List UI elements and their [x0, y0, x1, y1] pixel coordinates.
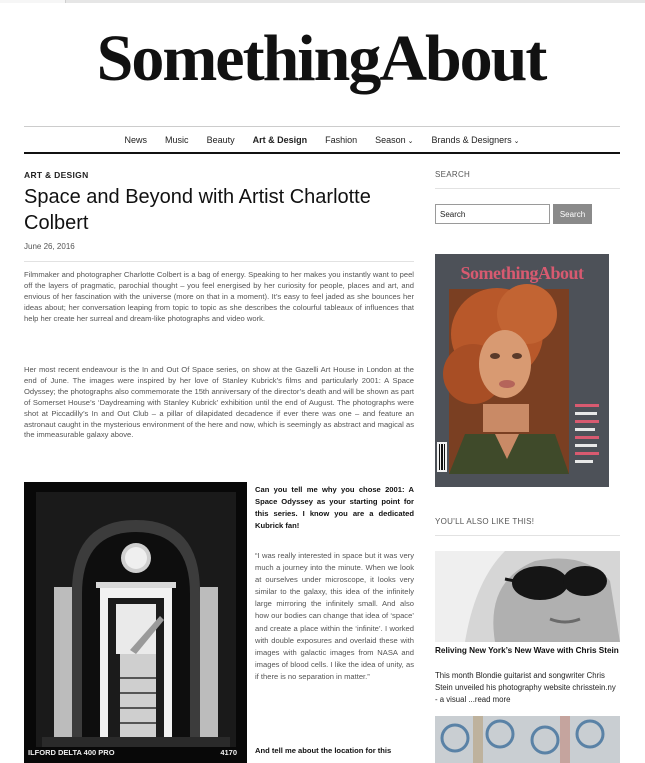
frame-number: 4170 — [220, 748, 237, 757]
article-title: Space and Beyond with Artist Charlotte Colbert — [24, 186, 371, 234]
nav-item-season-label: Season — [375, 134, 406, 145]
search-heading: SEARCH — [435, 170, 471, 179]
interview-answer: “I was really interested in space but it was very much a journey into the minute. When we look at ourselves under microscope, it looks very similar to the galaxy, this idea of the infinitely large mirroring the infinitely small. And also how our bodies can change that idea of ‘space’ and create a place within the ‘infinite’. I worked with double exposures and overlaid these with images with galactic images from NASA and images of blood cells. I like the idea of unity, as if there is no separation in matter.” — [255, 551, 414, 681]
article-paragraph: Filmmaker and photographer Charlotte Colbert is a bag of energy. Speaking to her makes you instantly want to peel off the layers of pragmatic, parochial thought – you feel energised by her curiosity for people, places and art, and envious of her fascination with the universe (more on that in a moment). It’s easy to feel jaded as she bounces her ideas about; her conversation leaping from topic to topic as she describes the colourful tableaux of influences that help her create her surreal and dream-like photographs and video work. — [24, 270, 414, 323]
main-nav — [24, 127, 620, 152]
nav-item-season[interactable] — [375, 135, 413, 145]
also-like-divider — [435, 535, 620, 536]
article-date: June 26, 2016 — [24, 242, 75, 251]
browser-tab-strip — [0, 0, 645, 3]
article-paragraph: Her most recent endeavour is the In and Out Of Space series, on show at the Gazelli Art House in London at the end of June. The images were inspired by her love of Stanley Kubrick’s films and particularly 2001: A Space Odyssey; the photographs also commemorate the 15th anniversary of the director’s death and will be shown as part of Somerset House’s ‘Daydreaming with Stanley Kubrick’ exhibition until the end of August. The photographs were shot at Piccadilly’s In and Out Club – a pillar of dilapidated decadence if ever there was one – and feature an astronaut caught in the mysterious environment of the here and now, which is seemingly as abstract and magical as the immeasurable galaxy above. — [24, 365, 414, 440]
film-label: ILFORD DELTA 400 PRO — [28, 748, 115, 757]
article-category[interactable]: ART & DESIGN — [24, 170, 89, 180]
nav-item-news[interactable]: News — [124, 134, 148, 145]
title-divider — [24, 261, 414, 262]
cover-photo-illustration — [435, 254, 609, 487]
article-photo — [24, 482, 247, 763]
related-post-thumbnail[interactable] — [435, 716, 620, 763]
search-button[interactable]: Search — [553, 204, 592, 224]
nav-item-art-design[interactable]: Art & Design — [252, 134, 308, 145]
nav-item-brands-label: Brands & Designers — [431, 134, 512, 145]
related-post-thumbnail[interactable] — [435, 551, 620, 642]
related-post-title[interactable]: Reliving New York’s New Wave with Chris Stein — [435, 646, 619, 655]
also-like-heading: YOU'LL ALSO LIKE THIS! — [435, 517, 535, 526]
related-post-excerpt: This month Blondie guitarist and songwriter Chris Stein unveiled his photography website chrisstein.ny - a visual ...read more — [435, 671, 616, 704]
tiles-illustration — [435, 716, 620, 763]
chevron-down-icon: ⌄ — [513, 137, 520, 145]
nav-divider-bottom — [24, 152, 620, 154]
chevron-down-icon: ⌄ — [407, 137, 414, 145]
interview-question: Can you tell me why you chose 2001: A Space Odyssey as your starting point for this series. I know you are a dedicated Kubrick fan! — [255, 485, 414, 531]
magazine-cover[interactable] — [435, 254, 609, 487]
search-input[interactable] — [435, 204, 550, 224]
doorway-photo-illustration — [24, 482, 247, 763]
nav-item-fashion[interactable]: Fashion — [325, 134, 358, 145]
film-caption — [24, 748, 247, 757]
nav-item-brands-designers[interactable] — [432, 135, 520, 145]
search-heading-divider — [435, 188, 620, 189]
nav-item-beauty[interactable]: Beauty — [206, 134, 235, 145]
nav-item-music[interactable]: Music — [165, 134, 189, 145]
magazine-logo: SomethingAbout — [460, 263, 584, 283]
sunglasses-portrait-illustration — [435, 551, 620, 642]
interview-question: And tell me about the location for this — [255, 746, 392, 755]
site-logo[interactable]: SomethingAbout — [96, 22, 546, 95]
browser-tab[interactable] — [0, 0, 66, 3]
